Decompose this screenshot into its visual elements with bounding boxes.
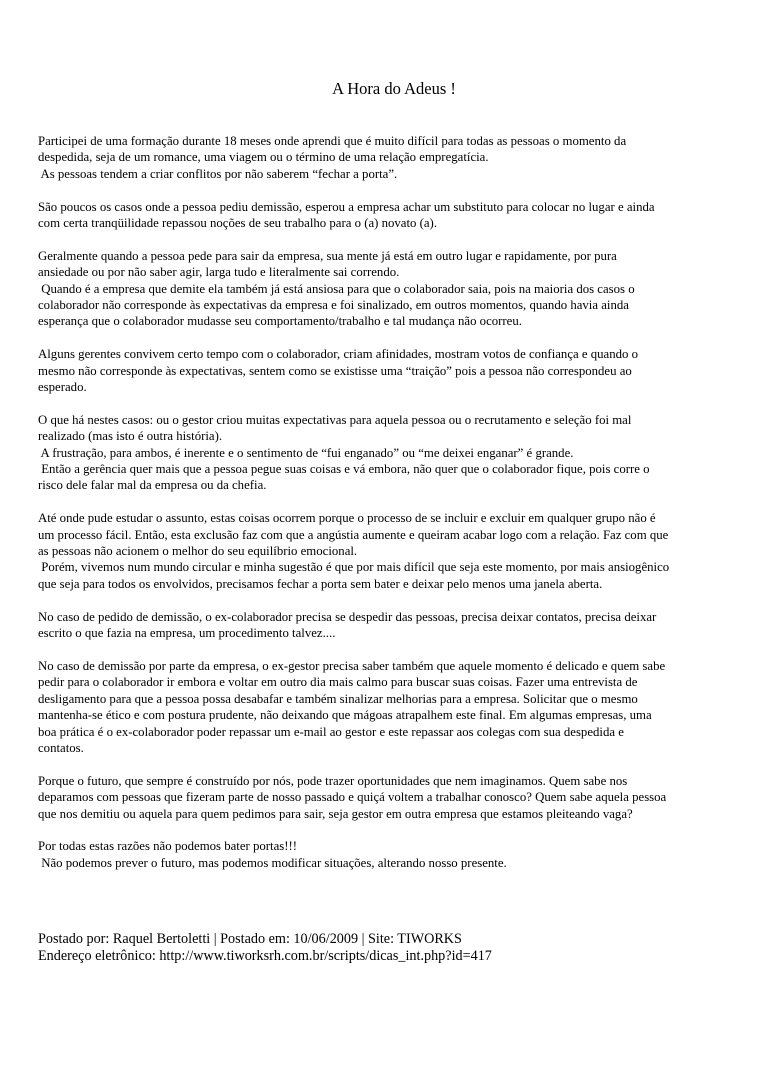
paragraph <box>38 346 740 395</box>
paragraph-line: as pessoas não acionem o melhor do seu equilíbrio emocional. <box>38 544 358 559</box>
paragraph-line: deparamos com pessoas que fizeram parte de nosso passado e quiçá voltem a trabalhar conosco? Quem sabe aquela pessoa <box>38 790 667 805</box>
paragraph-line: colaborador não corresponde às expectativas da empresa e foi sinalizado, em outros momentos, quando havia ainda <box>38 298 629 313</box>
paragraph-line: mesmo não corresponde às expectativas, sentem como se existisse uma “traição” pois a pessoa não correspondeu ao <box>38 363 632 378</box>
paragraph-line: Porém, vivemos num mundo circular e minha sugestão é que por mais difícil que seja este momento, por mais ansiogênico <box>38 560 670 575</box>
paragraph-line: No caso de pedido de demissão, o ex-colaborador precisa se despedir das pessoas, precisa deixar contatos, precisa deixar <box>38 609 657 624</box>
paragraph-line: São poucos os casos onde a pessoa pediu demissão, esperou a empresa achar um substituto para colocar no lugar e ainda <box>38 199 655 214</box>
document-title: A Hora do Adeus ! <box>332 79 456 98</box>
paragraph-line: A frustração, para ambos, é inerente e o sentimento de “fui enganado” ou “me deixei enganar” é grande. <box>38 445 574 460</box>
paragraph-line: Participei de uma formação durante 18 meses onde aprendi que é muito difícil para todas as pessoas o momento da <box>38 134 627 148</box>
paragraph-line: As pessoas tendem a criar conflitos por não saberem “fechar a porta”. <box>38 166 398 181</box>
paragraph <box>38 412 740 494</box>
paragraph <box>38 838 740 871</box>
paragraph-line: que seja para todos os envolvidos, precisamos fechar a porta sem bater e deixar pelo menos uma janela aberta. <box>38 576 603 591</box>
paragraph-line: Então a gerência quer mais que a pessoa pegue suas coisas e vá embora, não quer que o colaborador fique, pois corre o <box>38 462 650 477</box>
paragraph-line: que nos demitiu ou aquela para quem pedimos para sair, seja gestor em outra empresa que estamos pleiteando vaga? <box>38 806 633 821</box>
paragraph-line: mantenha-se ético e com postura prudente, não deixando que mágoas atrapalhem este final. Em algumas empresas, uma <box>38 708 652 723</box>
article-body <box>38 133 740 888</box>
post-footer <box>38 931 492 965</box>
paragraph <box>38 248 740 330</box>
paragraph <box>38 199 740 232</box>
post-meta-line: Postado por: Raquel Bertoletti | Postado em: 10/06/2009 | Site: TIWORKS <box>38 931 462 947</box>
paragraph-line: Por todas estas razões não podemos bater portas!!! <box>38 839 298 854</box>
paragraph-line: risco dele falar mal da empresa ou da chefia. <box>38 478 267 493</box>
paragraph-line: boa prática é o ex-colaborador poder repassar um e-mail ao gestor e este repassar aos colegas com sua despedida e <box>38 724 624 739</box>
paragraph-line: esperado. <box>38 380 87 395</box>
paragraph-line: um processo fácil. Então, esta exclusão faz com que a angústia aumente e queiram acabar logo com a relação. Faz com que <box>38 527 669 542</box>
paragraph-line: ansiedade ou por não saber agir, larga tudo e literalmente sai correndo. <box>38 265 400 280</box>
paragraph-line: Não podemos prever o futuro, mas podemos modificar situações, alterando nosso presente. <box>38 855 507 870</box>
paragraph-line: realizado (mas isto é outra história). <box>38 429 223 444</box>
paragraph-line: despedida, seja de um romance, uma viagem ou o término de uma relação empregatícia. <box>38 150 489 165</box>
paragraph-line: Quando é a empresa que demite ela também já está ansiosa para que o colaborador saia, pois na maioria dos casos o <box>38 281 635 296</box>
paragraph-line: contatos. <box>38 740 84 755</box>
paragraph-line: No caso de demissão por parte da empresa, o ex-gestor precisa saber também que aquele momento é delicado e quem sabe <box>38 658 666 673</box>
post-url-line: Endereço eletrônico: http://www.tiworksrh.com.br/scripts/dicas_int.php?id=417 <box>38 948 492 964</box>
paragraph <box>38 658 740 756</box>
paragraph-line: esperança que o colaborador mudasse seu comportamento/trabalho e tal mudança não ocorreu. <box>38 314 522 329</box>
paragraph-line: O que há nestes casos: ou o gestor criou muitas expectativas para aquela pessoa ou o recrutamento e seleção foi mal <box>38 412 632 427</box>
paragraph-line: Alguns gerentes convivem certo tempo com o colaborador, criam afinidades, mostram votos de confiança e quando o <box>38 347 639 362</box>
paragraph <box>38 133 740 182</box>
paragraph-line: com certa tranqüilidade repassou noções de seu trabalho para o (a) novato (a). <box>38 216 438 231</box>
paragraph-line: escrito o que fazia na empresa, um procedimento talvez.... <box>38 626 336 641</box>
paragraph-line: Geralmente quando a pessoa pede para sair da empresa, sua mente já está em outro lugar e rapidamente, por pura <box>38 248 617 263</box>
paragraph <box>38 510 740 592</box>
paragraph-line: Porque o futuro, que sempre é construído por nós, pode trazer oportunidades que nem imaginamos. Quem sabe nos <box>38 773 628 788</box>
paragraph <box>38 609 740 642</box>
paragraph <box>38 773 740 822</box>
paragraph-line: desligamento para que a pessoa possa desabafar e também sinalizar melhorias para a empresa. Solicitar que o mesmo <box>38 691 638 706</box>
paragraph-line: Até onde pude estudar o assunto, estas coisas ocorrem porque o processo de se incluir e excluir em qualquer grupo não é <box>38 511 656 526</box>
paragraph-line: pedir para o colaborador ir embora e voltar em outro dia mais calmo para buscar suas coisas. Fazer uma entrevista de <box>38 675 638 690</box>
